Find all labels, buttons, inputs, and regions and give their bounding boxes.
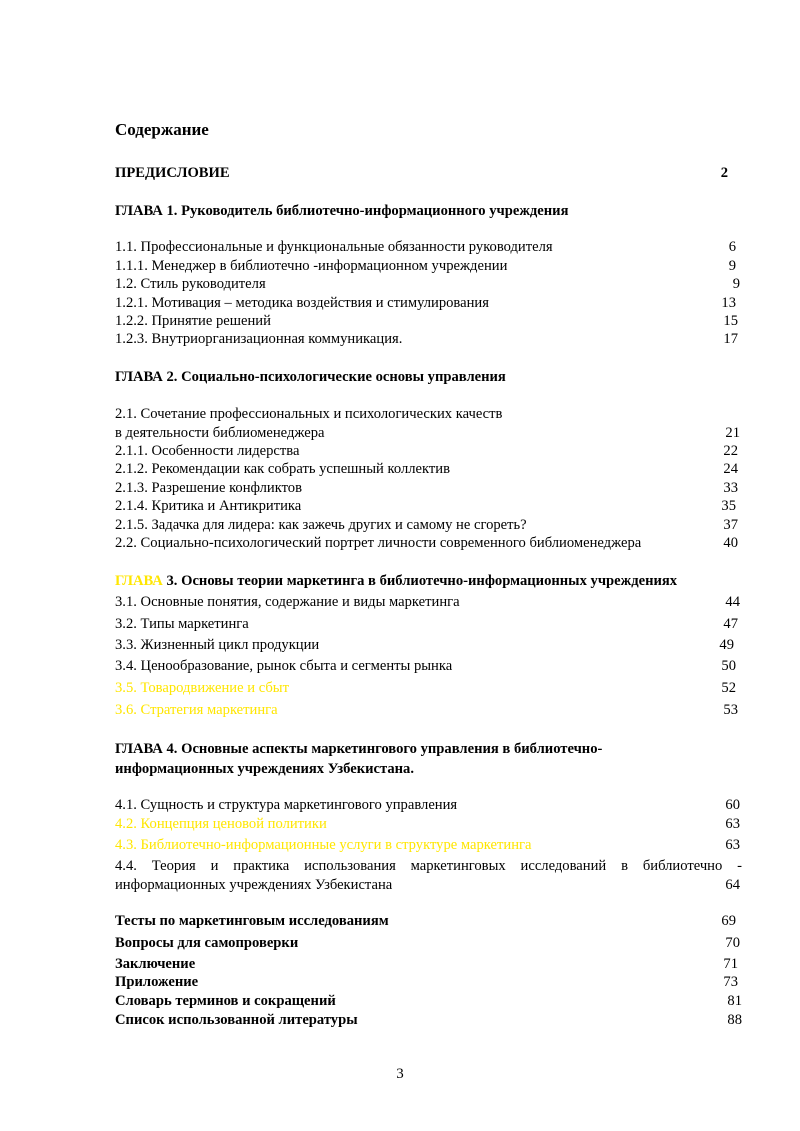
toc-entry-page: 64 bbox=[725, 877, 740, 893]
toc-entry-page: 88 bbox=[727, 1012, 742, 1028]
highlighted-text: ГЛАВА bbox=[115, 573, 163, 589]
toc-entry-text: 2.1.5. Задачка для лидера: как зажечь других и самому не сгореть? bbox=[115, 517, 527, 533]
toc-entry-text: 2.2. Социально-психологический портрет личности современного библиоменеджера bbox=[115, 535, 642, 551]
toc-entry-text: 3.6. Стратегия маркетинга bbox=[115, 702, 278, 718]
toc-entry-text: ПРЕДИСЛОВИЕ bbox=[115, 165, 230, 181]
toc-entry-page: 37 bbox=[723, 517, 738, 533]
toc-entry-page: 63 bbox=[725, 837, 740, 853]
toc-entry-text: 2.1.3. Разрешение конфликтов bbox=[115, 480, 302, 496]
toc-entry-page: 9 bbox=[728, 258, 736, 274]
toc-entry-text: 2.1.1. Особенности лидерства bbox=[115, 443, 300, 459]
toc-entry-page: 52 bbox=[721, 680, 736, 696]
toc-entry-page: 17 bbox=[723, 331, 738, 347]
toc-entry-text: 1.1.1. Менеджер в библиотечно -информационном учреждении bbox=[115, 258, 508, 274]
toc-entry-page: 44 bbox=[725, 594, 740, 610]
toc-entry-text: Тесты по маркетинговым исследованиям bbox=[115, 913, 389, 929]
toc-entry-text: 4.3. Библиотечно-информационные услуги в структуре маркетинга bbox=[115, 837, 532, 853]
toc-entry-text: в деятельности библиоменеджера bbox=[115, 425, 325, 441]
toc-entry-text: 3.2. Типы маркетинга bbox=[115, 616, 249, 632]
toc-entry-text: 3.5. Товародвижение и сбыт bbox=[115, 680, 289, 696]
toc-entry-page: 49 bbox=[719, 637, 734, 653]
toc-entry-page: 2 bbox=[720, 165, 728, 181]
toc-entry-text: 3.1. Основные понятия, содержание и виды маркетинга bbox=[115, 594, 460, 610]
chapter-heading-text: информационных учреждениях Узбекистана. bbox=[115, 761, 414, 777]
toc-entry-page: 60 bbox=[725, 797, 740, 813]
toc-entry-page: 71 bbox=[723, 956, 738, 972]
toc-entry-text: 4.1. Сущность и структура маркетингового управления bbox=[115, 797, 458, 813]
toc-entry-text: информационных учреждениях Узбекистана bbox=[115, 877, 393, 893]
toc-entry-text: 1.2.3. Внутриорганизационная коммуникация. bbox=[115, 331, 403, 347]
toc-entry-text: 1.1. Профессиональные и функциональные обязанности руководителя bbox=[115, 239, 553, 255]
toc-entry-page: 15 bbox=[723, 313, 738, 329]
toc-entry-page: 53 bbox=[723, 702, 738, 718]
toc-entry-page: 24 bbox=[723, 461, 738, 477]
toc-entry-multiline bbox=[115, 856, 742, 876]
toc-entry-page: 9 bbox=[732, 276, 740, 292]
toc-entry-page: 70 bbox=[725, 935, 740, 951]
toc-entry-text: 3.3. Жизненный цикл продукции bbox=[115, 637, 320, 653]
chapter-heading-rest: 3. Основы теории маркетинга в библиотечно-информационных учреждениях bbox=[162, 573, 678, 589]
toc-entry-text: 4.4. Теория и практика использования маркетинговых исследований в библиотечно - bbox=[115, 858, 742, 874]
toc-entry-text: 2.1.4. Критика и Антикритика bbox=[115, 498, 302, 514]
toc-entry-text: 2.1. Сочетание профессиональных и психологических качеств bbox=[115, 406, 503, 422]
toc-entry-text: Словарь терминов и сокращений bbox=[115, 993, 336, 1009]
toc-entry-text: 1.2.1. Мотивация – методика воздействия и стимулирования bbox=[115, 295, 489, 311]
toc-entry-page: 81 bbox=[727, 993, 742, 1009]
toc-entry-page: 6 bbox=[728, 239, 736, 255]
toc-entry-text: 4.2. Концепция ценовой политики bbox=[115, 816, 327, 832]
toc-entry-page: 33 bbox=[723, 480, 738, 496]
page-title: Содержание bbox=[115, 120, 209, 139]
toc-entry-text: Вопросы для самопроверки bbox=[115, 935, 299, 951]
page-number: 3 bbox=[396, 1066, 404, 1082]
toc-entry-page: 21 bbox=[725, 425, 740, 441]
toc-entry-page: 73 bbox=[723, 974, 738, 990]
toc-entry-text: 1.2.2. Принятие решений bbox=[115, 313, 271, 329]
toc-entry-text: 2.1.2. Рекомендации как собрать успешный коллектив bbox=[115, 461, 450, 477]
toc-page bbox=[115, 0, 742, 1131]
toc-entry-text: Заключение bbox=[115, 956, 196, 972]
toc-entry-page: 13 bbox=[721, 295, 736, 311]
toc-entry-text: Приложение bbox=[115, 974, 199, 990]
toc-entry-text: Список использованной литературы bbox=[115, 1012, 358, 1028]
toc-entry-page: 69 bbox=[721, 913, 736, 929]
toc-entry-page: 47 bbox=[723, 616, 738, 632]
toc-entry-page: 40 bbox=[723, 535, 738, 551]
toc-entry-page: 35 bbox=[721, 498, 736, 514]
chapter-heading-text: ГЛАВА 4. Основные аспекты маркетингового управления в библиотечно- bbox=[115, 741, 603, 757]
chapter-heading-text bbox=[115, 572, 677, 590]
toc-entry-page: 50 bbox=[721, 658, 736, 674]
toc-entry-text: 1.2. Стиль руководителя bbox=[115, 276, 266, 292]
toc-entry-page: 63 bbox=[725, 816, 740, 832]
toc-entry-page: 22 bbox=[723, 443, 738, 459]
chapter-heading-text: ГЛАВА 1. Руководитель библиотечно-информационного учреждения bbox=[115, 203, 569, 219]
chapter-heading-text: ГЛАВА 2. Социально-психологические основы управления bbox=[115, 369, 506, 385]
toc-entry-text: 3.4. Ценообразование, рынок сбыта и сегменты рынка bbox=[115, 658, 453, 674]
